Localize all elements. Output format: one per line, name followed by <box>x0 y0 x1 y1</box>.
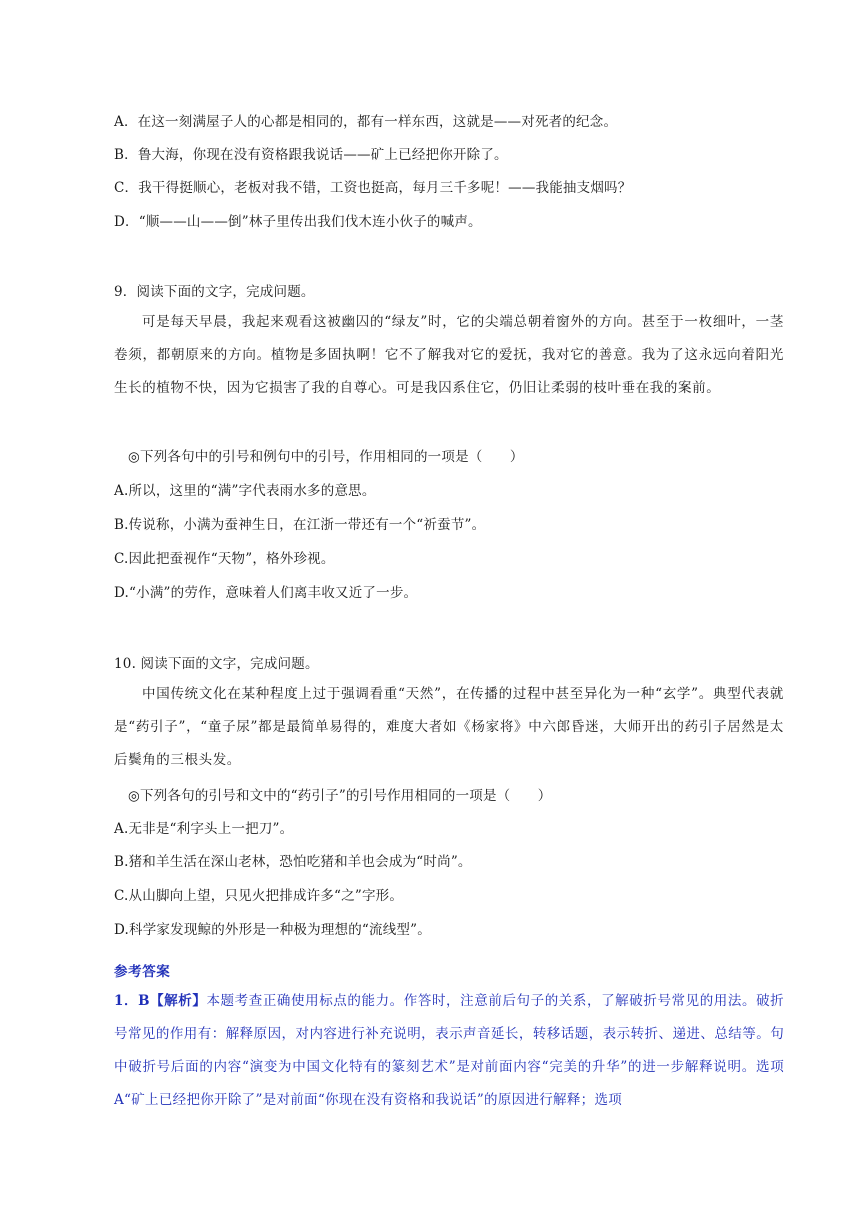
q9-option-c: C.因此把蚕视作“天物”，格外珍视。 <box>114 551 335 567</box>
q10-passage: 中国传统文化在某种程度上过于强调看重“天然”，在传播的过程中甚至异化为一种“玄学”。典型代表就是“药引子”，“童子尿”都是最简单易得的，难度大者如《杨家将》中六郎昏迷，大师开出的药引子居然是太后鬓角的三根头发。 <box>114 686 784 768</box>
q10-prompt: ◎下列各句的引号和文中的“药引子”的引号作用相同的一项是（ ） <box>128 788 552 804</box>
q10-title: 10. 阅读下面的文字，完成问题。 <box>114 656 319 672</box>
answer-text: 本题考查正确使用标点的能力。作答时，注意前后句子的关系，了解破折号常见的用法。破折号常见的作用有：解释原因，对内容进行补充说明，表示声音延长，转移话题，表示转折、递进、总结等。句中破折号后面的内容“演变为中国文化特有的篆刻艺术”是对前面内容“完美的升华”的进一步解释说明。选项 A“矿上已经把你开除了”是对前面“你现在没有资格和我说话”的原因进行解释；选项 <box>114 993 784 1108</box>
q8-option-c: C．我干得挺顺心，老板对我不错，工资也挺高，每月三千多呢！——我能抽支烟吗？ <box>114 180 632 196</box>
answer-heading: 参考答案 <box>114 964 171 980</box>
q9-prompt: ◎下列各句中的引号和例句中的引号，作用相同的一项是（ ） <box>128 449 524 465</box>
q8-option-d: D．“顺——山——倒”林子里传出我们伐木连小伙子的喊声。 <box>114 214 482 230</box>
q8-option-b: B．鲁大海，你现在没有资格跟我说话——矿上已经把你开除了。 <box>114 147 508 163</box>
answer-number: 1．B <box>114 993 150 1009</box>
q10-option-c: C.从山脚向上望，只见火把排成许多“之”字形。 <box>114 888 404 904</box>
q9-passage: 可是每天早晨，我起来观看这被幽囚的“绿友”时，它的尖端总朝着窗外的方向。甚至于一枚细叶，一茎卷须，都朝原来的方向。植物是多固执啊！它不了解我对它的爱抚，我对它的善意。我为了这永远向着阳光生长的植物不快，因为它损害了我的自尊心。可是我囚系住它，仍旧让柔弱的枝叶垂在我的案前。 <box>114 314 784 396</box>
q8-option-a: A．在这一刻满屋子人的心都是相同的，都有一样东西，这就是——对死者的纪念。 <box>114 114 618 130</box>
q9-option-a: A.所以，这里的“满”字代表雨水多的意思。 <box>114 483 376 499</box>
answer-explanation <box>114 985 784 1117</box>
q9-option-d: D.“小满”的劳作，意味着人们离丰收又近了一步。 <box>114 585 418 601</box>
q9-option-b: B.传说称，小满为蚕神生日，在江浙一带还有一个“祈蚕节”。 <box>114 517 486 533</box>
answer-tag: 【解析】 <box>149 993 207 1009</box>
q10-option-d: D.科学家发现鲸的外形是一种极为理想的“流线型”。 <box>114 922 431 938</box>
q10-option-a: A.无非是“利字头上一把刀”。 <box>114 821 294 837</box>
q9-title: 9．阅读下面的文字，完成问题。 <box>114 284 315 300</box>
q10-option-b: B.猪和羊生活在深山老林，恐怕吃猪和羊也会成为“时尚”。 <box>114 854 472 870</box>
